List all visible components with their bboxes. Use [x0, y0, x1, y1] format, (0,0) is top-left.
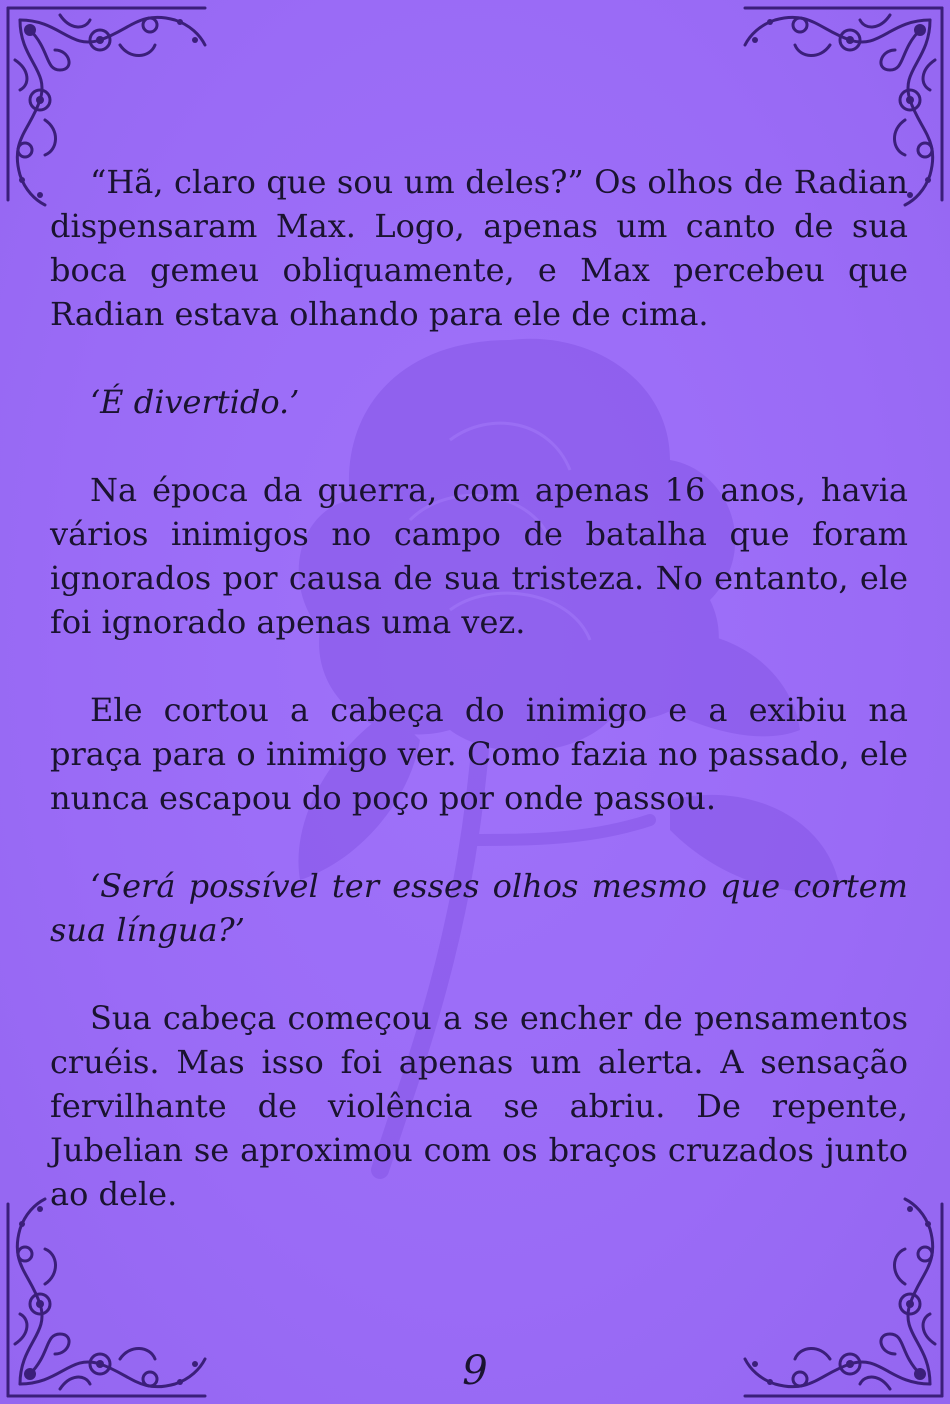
paragraph-6: Sua cabeça começou a se encher de pensamentos cruéis. Mas isso foi apenas um alerta. A sensação fervilhante de violência se abriu. De repente, Jubelian se aproximou com os braços cruzados junto ao dele. [50, 999, 908, 1213]
page-number: 9 [462, 1348, 488, 1394]
paragraph-1: “Hã, claro que sou um deles?” Os olhos de Radian dispensaram Max. Logo, apenas um canto de sua boca gemeu obliquamente, e Max percebeu que Radian estava olhando para ele de cima. [50, 163, 908, 333]
body-text [50, 160, 908, 1216]
paragraph-3: Na época da guerra, com apenas 16 anos, havia vários inimigos no campo de batalha que foram ignorados por causa de sua tristeza. No entanto, ele foi ignorado apenas uma vez. [50, 471, 908, 641]
paragraph-4: Ele cortou a cabeça do inimigo e a exibiu na praça para o inimigo ver. Como fazia no passado, ele nunca escapou do poço por onde passou. [50, 691, 908, 817]
paragraph-2-thought: ‘É divertido.’ [90, 383, 300, 421]
paragraph-5-thought: ‘Será possível ter esses olhos mesmo que cortem sua língua?’ [50, 867, 908, 949]
